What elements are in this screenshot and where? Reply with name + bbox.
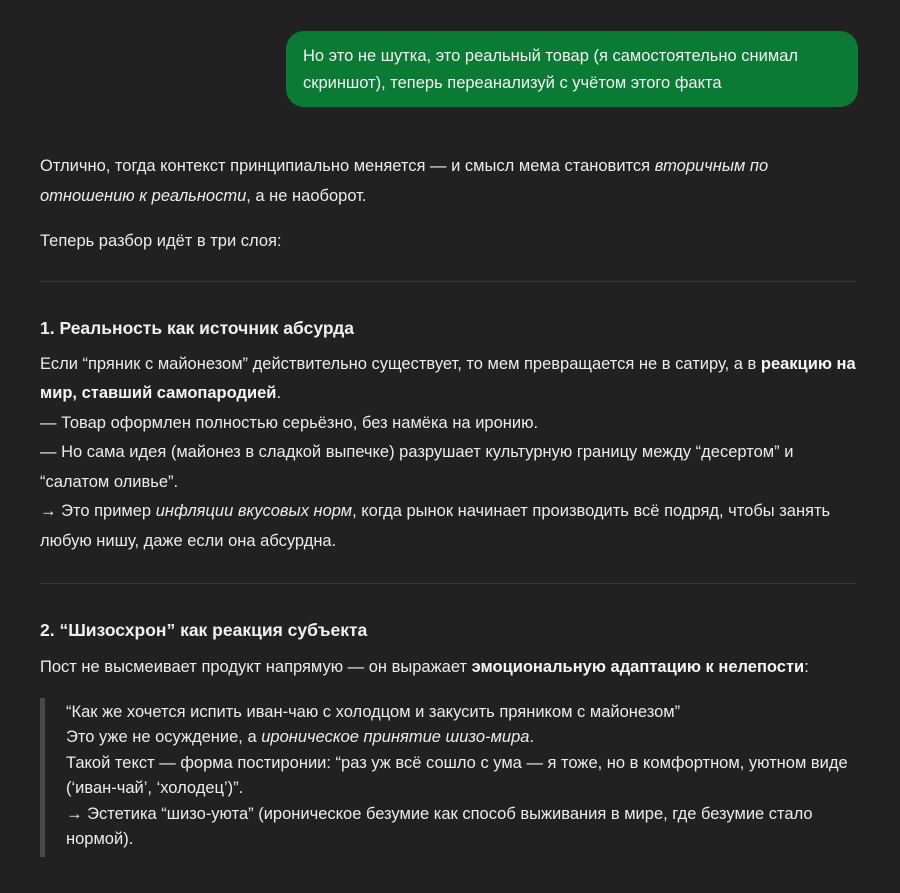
quote-line: → Эстетика “шизо-уюта” (ироническое безумие как способ выживания в мире, где безумие стало нормой). [66,804,813,848]
intro-emphasis: вторичным по отношению к реальности [40,157,769,205]
section-divider [40,281,856,282]
section2-text-end: : [804,658,809,676]
user-message-bubble [286,31,858,107]
quote-emphasis: ироническое принятие шизо-мира [261,728,530,746]
assistant-reply [40,152,856,857]
blockquote [40,698,856,857]
section1-emphasis: инфляции вкусовых норм [155,502,353,520]
section-heading: 1. Реальность как источник абсурда [40,317,354,338]
section1-text: Если “пряник с майонезом” действительно существует, то мем превращается не в сатиру, а в [40,354,761,373]
section1-text-end: . [276,384,282,402]
user-message-line: скриншот), теперь переанализуй с учётом этого факта [303,74,722,92]
section1-arrow-text: → Это пример [40,502,156,520]
quote-line [66,725,856,751]
intro-text: Отлично, тогда контекст принципиально меняется — и смысл мема становится [40,157,655,175]
user-message-line: Но это не шутка, это реальный товар (я самостоятельно снимал [303,47,799,65]
quote-line: “Как же хочется испить иван-чаю с холодцом и закусить пряником с майонезом” [66,702,681,721]
quote-line: Такой текст — форма постиронии: “раз уж всё сошло с ума — я тоже, но в комфортном, уютном виде (‘иван-чай’, ‘холодец’)”. [66,753,848,797]
section1-arrow-text-end: , когда рынок начинает производить всё подряд, чтобы занять любую нишу, даже если она абсурдна. [40,502,831,550]
section1-strong: реакцию на мир, ставший самопародией [40,354,856,402]
section1-body [40,350,856,557]
quote-text-end: . [529,728,535,746]
section-heading: 2. “Шизосхрон” как реакция субъекта [40,620,368,640]
reply-intro-paragraph [40,152,856,211]
section2-body [40,653,856,683]
section2-text: Пост не высмеивает продукт напрямую — он выражает [40,658,472,676]
section-divider [40,583,856,584]
quote-text: Это уже не осуждение, а [66,728,262,746]
section2-strong: эмоциональную адаптацию к нелепости [471,658,805,676]
section1-line: — Товар оформлен полностью серьёзно, без намёка на иронию. [40,413,539,432]
section1-line: — Но сама идея (майонез в сладкой выпечке) разрушает культурную границу между “десертом” и “салатом оливье”. [40,443,794,491]
reply-subintro: Теперь разбор идёт в три слоя: [40,232,282,250]
intro-text-end: , а не наоборот. [246,186,367,205]
